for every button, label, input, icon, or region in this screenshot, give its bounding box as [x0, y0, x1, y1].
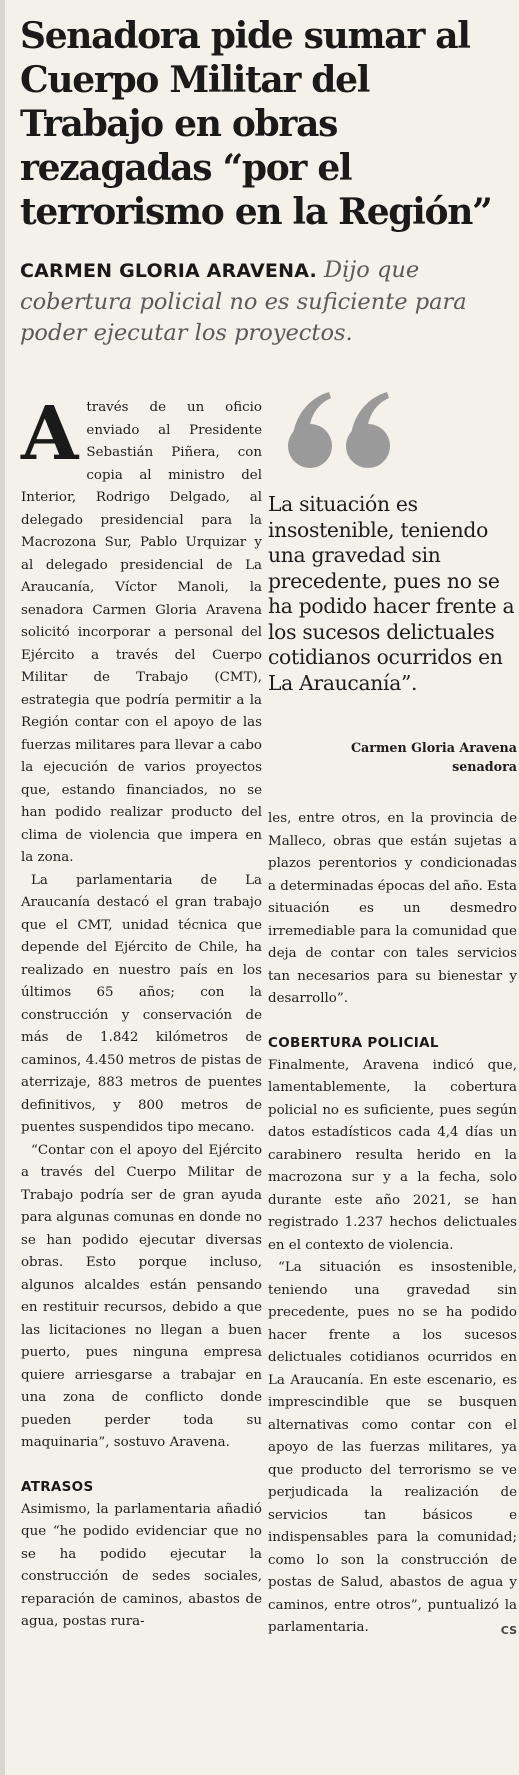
subhead-cobertura-policial: COBERTURA POLICIAL — [268, 1034, 439, 1051]
body-paragraph — [268, 1257, 517, 1640]
quote-mark-icon — [283, 388, 403, 478]
pull-quote-name: Carmen Gloria Aravena — [350, 740, 517, 755]
dek-lead: Dijo que cobertura policial no es suficiente para poder ejecutar los proyectos. — [20, 257, 467, 346]
byline: CARMEN GLORIA ARAVENA. — [20, 260, 317, 282]
end-mark: CS — [500, 1624, 517, 1637]
body-paragraph: través de un oficio enviado al Presidente Sebastián Piñera, con copia al ministro del Interior, Rodrigo Delgado, al delegado presidencial para la Macrozona Sur, Pablo Urquizar y al delegado presidencial de La Araucanía, Víctor Manoli, la senadora Carmen Gloria Aravena solicitó incorporar a personal del Ejército a través del Cuerpo Militar de Trabajo (CMT), estrategia que podría permitir a la Región contar con el apoyo de las fuerzas militares para llevar a cabo la ejecución de varios proyectos que, estando financiados, no se han podido realizar producto del clima de violencia que impera en la zona. — [21, 400, 262, 865]
pull-quote: La situación es insostenible, teniendo una gravedad sin precedente, pues no se ha podido hacer frente a los sucesos delictuales cotidianos ocurridos en La Araucanía”. — [268, 492, 515, 695]
body-column-right — [268, 808, 517, 1643]
body-paragraph: La parlamentaria de La Araucanía destacó el gran trabajo que el CMT, unidad técnica que depende del Ejército de Chile, ha realizado en nuestro país en los últimos 65 años; con la construcción y conservación de más de 1.842 kilómetros de caminos, 4.450 metros de pistas de aterrizaje, 883 metros de puentes definitivos, y 800 metros de puentes suspendidos tipo mecano. — [21, 872, 262, 1135]
drop-cap: A — [21, 391, 79, 477]
dek — [20, 255, 516, 349]
closing-paragraph-text: “La situación es insostenible, teniendo una gravedad sin precedente, pues no se ha podido hacer frente a los sucesos delictuales cotidianos ocurridos en La Araucanía. En este escenario, es imprescindible que se busquen alternativas como contar con el apoyo de las fuerzas militares, ya que producto del terrorismo se ve perjudicada la realización de servicios tan básicos e indispensables para la comunidad; como lo son la construcción de postas de Salud, abastos de agua y caminos, entre otros”, puntualizó la parlamentaria. — [268, 1260, 517, 1635]
page-edge — [0, 0, 5, 1775]
pull-quote-attribution — [268, 738, 517, 776]
body-paragraph: les, entre otros, en la provincia de Malleco, obras que están sujetas a plazos perentorios y condicionadas a determinadas épocas del año. Esta situación es un desmedro irremediable para la comunidad que deja de contar con tales servicios tan necesarios para su bienestar y desarrollo”. — [268, 811, 517, 1006]
body-paragraph: Finalmente, Aravena indicó que, lamentablemente, la cobertura policial no es suficiente, pues según datos estadísticos cada 4,4 días un carabinero resulta herido en la macrozona sur y a la fecha, solo durante este año 2021, se han registrado 1.237 hechos delictuales en el contexto de violencia. — [268, 1057, 517, 1253]
body-paragraph: “Contar con el apoyo del Ejército a través del Cuerpo Militar de Trabajo podría ser de gran ayuda para algunas comunas en donde no se han podido ejecutar diversas obras. Esto porque incluso, algunos alcaldes están pensando en restituir recursos, debido a que las licitaciones no llegan a buen puerto, pues ninguna empresa quiere arriesgarse a trabajar en una zona de conflicto donde pueden perder toda su maquinaria”, sostuvo Aravena. — [21, 1142, 262, 1450]
pull-quote-role: senadora — [452, 759, 517, 774]
body-paragraph: Asimismo, la parlamentaria añadió que “he podido evidenciar que no se ha podido ejecutar la construcción de sedes sociales, reparación de caminos, abastos de agua, postas rura- — [21, 1501, 262, 1629]
body-column-left — [21, 391, 262, 1634]
subhead-atrasos: ATRASOS — [21, 1478, 94, 1495]
headline: Senadora pide sumar al Cuerpo Militar del Trabajo en obras rezagadas “por el terrorismo en la Región” — [20, 15, 492, 233]
